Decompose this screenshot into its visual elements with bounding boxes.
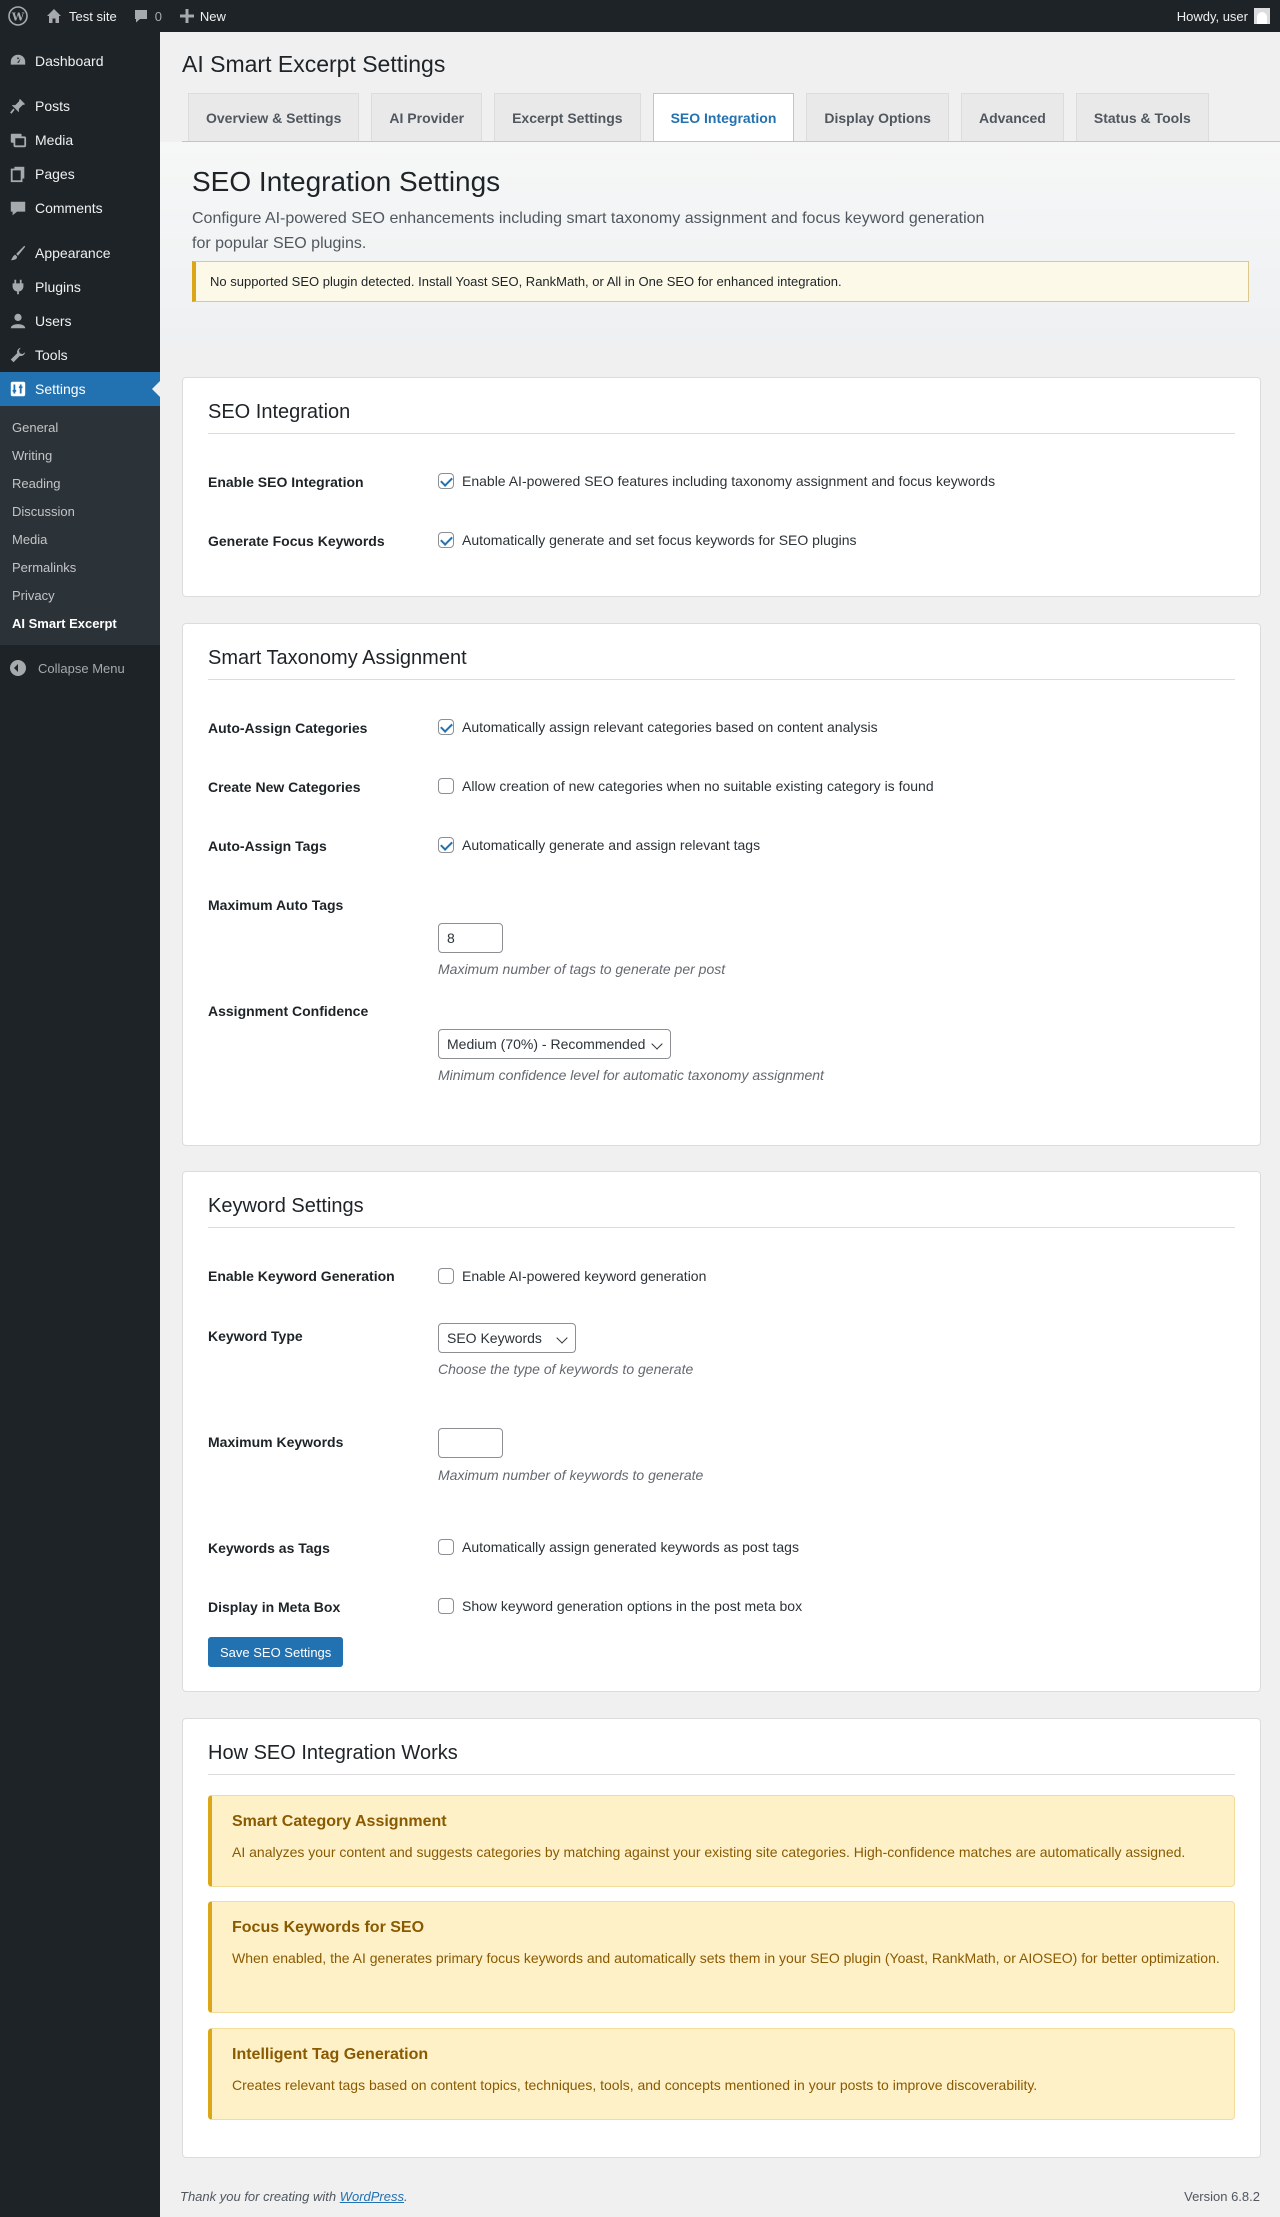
user-icon <box>8 311 28 331</box>
keywords-as-tags-checkbox[interactable] <box>438 1539 454 1555</box>
chevron-down-icon <box>651 1038 662 1049</box>
page-title: AI Smart Excerpt Settings <box>182 51 446 77</box>
settings-tabs <box>188 93 1221 142</box>
avatar <box>1254 8 1270 24</box>
sidebar-item-settings[interactable]: Settings <box>0 372 160 406</box>
enable-keywords-checkbox[interactable] <box>438 1268 454 1284</box>
tab-seo-integration[interactable]: SEO Integration <box>653 93 795 142</box>
smart-taxonomy-card <box>182 623 1261 1146</box>
info-box-title: Intelligent Tag Generation <box>232 2046 429 2063</box>
home-icon <box>46 8 62 24</box>
seo-plugin-notice <box>192 261 1249 302</box>
new-content-link[interactable] <box>170 0 234 32</box>
focus-keywords-checkbox[interactable] <box>438 532 454 548</box>
wordpress-link[interactable]: WordPress <box>339 2189 404 2204</box>
dashboard-icon <box>8 51 28 71</box>
sidebar-item-tools[interactable]: Tools <box>0 338 160 372</box>
plus-icon <box>180 9 194 23</box>
sidebar-item-pages[interactable]: Pages <box>0 157 160 191</box>
card-title: SEO Integration <box>208 401 351 423</box>
pin-icon <box>8 96 28 116</box>
comment-icon <box>133 8 149 24</box>
meta-box-label: Display in Meta Box <box>208 1599 341 1615</box>
site-name-link[interactable] <box>36 0 125 32</box>
section-description: Configure AI-powered SEO enhancements including smart taxonomy assignment and focus keyword generation for popular SEO plugins. <box>192 210 985 252</box>
keyword-type-select[interactable]: SEO Keywords <box>438 1323 576 1353</box>
max-keywords-description: Maximum number of keywords to generate <box>438 1467 704 1483</box>
new-categories-label: Create New Categories <box>208 779 361 795</box>
wrench-icon <box>8 345 28 365</box>
enable-keywords-option[interactable]: Enable AI-powered keyword generation <box>438 1268 706 1284</box>
sidebar-item-plugins[interactable]: Plugins <box>0 270 160 304</box>
auto-tags-checkbox[interactable] <box>438 837 454 853</box>
auto-categories-checkbox[interactable] <box>438 719 454 735</box>
collapse-icon <box>10 660 26 676</box>
focus-keywords-label: Generate Focus Keywords <box>208 533 385 549</box>
wordpress-logo-icon[interactable] <box>0 0 36 32</box>
keyword-type-label: Keyword Type <box>208 1328 303 1344</box>
submenu-item-permalinks[interactable]: Permalinks <box>12 559 77 575</box>
settings-submenu <box>0 406 160 645</box>
comment-icon <box>8 198 28 218</box>
sidebar-item-media[interactable]: Media <box>0 123 160 157</box>
tab-excerpt-settings[interactable]: Excerpt Settings <box>494 93 640 141</box>
max-keywords-input[interactable] <box>438 1428 503 1458</box>
info-box-focus-keywords <box>208 1901 1235 2013</box>
comments-link[interactable] <box>125 0 170 32</box>
tab-ai-provider[interactable]: AI Provider <box>371 93 482 141</box>
max-tags-description: Maximum number of tags to generate per post <box>438 961 726 977</box>
auto-tags-label: Auto-Assign Tags <box>208 838 327 854</box>
keywords-as-tags-option[interactable]: Automatically assign generated keywords as post tags <box>438 1539 799 1555</box>
admin-sidebar <box>0 32 160 2217</box>
admin-bar <box>0 0 1280 32</box>
tab-status-tools[interactable]: Status & Tools <box>1076 93 1209 141</box>
max-keywords-label: Maximum Keywords <box>208 1434 344 1450</box>
confidence-select[interactable]: Medium (70%) - Recommended <box>438 1029 671 1059</box>
info-box-title: Smart Category Assignment <box>232 1813 447 1830</box>
howdy-text: Howdy, user <box>1176 8 1248 24</box>
tab-overview-settings[interactable]: Overview & Settings <box>188 93 359 141</box>
submenu-item-ai-smart-excerpt[interactable]: AI Smart Excerpt <box>12 615 117 631</box>
save-seo-settings-button[interactable]: Save SEO Settings <box>208 1637 343 1667</box>
brush-icon <box>8 243 28 263</box>
enable-keywords-label: Enable Keyword Generation <box>208 1268 395 1284</box>
sidebar-item-posts[interactable]: Posts <box>0 89 160 123</box>
card-title: Smart Taxonomy Assignment <box>208 647 467 669</box>
media-icon <box>8 130 28 150</box>
my-account-link[interactable] <box>1169 0 1280 32</box>
new-categories-option[interactable]: Allow creation of new categories when no suitable existing category is found <box>438 778 934 794</box>
sidebar-item-users[interactable]: Users <box>0 304 160 338</box>
how-it-works-card <box>182 1718 1261 2158</box>
meta-box-checkbox[interactable] <box>438 1598 454 1614</box>
info-box-text: AI analyzes your content and suggests categories by matching against your existing site categories. High-confidence matches are automatically assigned. <box>232 1844 1186 1860</box>
section-title: SEO Integration Settings <box>192 166 501 197</box>
auto-categories-label: Auto-Assign Categories <box>208 720 368 736</box>
info-box-category <box>208 1795 1235 1887</box>
plug-icon <box>8 277 28 297</box>
seo-header-panel <box>160 142 1280 347</box>
keyword-type-description: Choose the type of keywords to generate <box>438 1361 694 1377</box>
collapse-menu-button[interactable]: Collapse Menu <box>0 651 160 685</box>
sidebar-item-appearance[interactable]: Appearance <box>0 236 160 270</box>
submenu-item-media[interactable]: Media <box>12 531 48 547</box>
comments-count: 0 <box>154 8 162 24</box>
tab-display-options[interactable]: Display Options <box>806 93 949 141</box>
keywords-as-tags-label: Keywords as Tags <box>208 1540 330 1556</box>
svg-text:W: W <box>11 10 25 24</box>
footer-version: Version 6.8.2 <box>1184 2189 1260 2204</box>
new-categories-checkbox[interactable] <box>438 778 454 794</box>
sidebar-item-dashboard[interactable]: Dashboard <box>0 44 160 78</box>
focus-keywords-option[interactable]: Automatically generate and set focus keywords for SEO plugins <box>438 532 857 548</box>
info-box-text: Creates relevant tags based on content topics, techniques, tools, and concepts mentioned in your posts to improve discoverability. <box>232 2077 1038 2093</box>
tab-advanced[interactable]: Advanced <box>961 93 1064 141</box>
submenu-item-privacy[interactable]: Privacy <box>12 587 55 603</box>
enable-seo-label: Enable SEO Integration <box>208 474 364 490</box>
footer-thanks: Thank you for creating with WordPress. <box>180 2189 408 2204</box>
card-title: How SEO Integration Works <box>208 1742 458 1764</box>
pages-icon <box>8 164 28 184</box>
info-box-tags <box>208 2028 1235 2120</box>
settings-icon <box>8 379 28 399</box>
sidebar-item-comments[interactable]: Comments <box>0 191 160 225</box>
submenu-item-general[interactable]: General <box>12 419 59 435</box>
submenu-item-reading[interactable]: Reading <box>12 475 61 491</box>
keyword-settings-card <box>182 1171 1261 1692</box>
notice-text: No supported SEO plugin detected. Install Yoast SEO, RankMath, or All in One SEO for enhanced integration. <box>210 274 842 289</box>
card-title: Keyword Settings <box>208 1195 364 1217</box>
enable-seo-checkbox[interactable] <box>438 473 454 489</box>
max-tags-input[interactable]: 8 <box>438 923 503 953</box>
confidence-label: Assignment Confidence <box>208 1003 369 1019</box>
info-box-title: Focus Keywords for SEO <box>232 1919 425 1936</box>
max-tags-label: Maximum Auto Tags <box>208 897 344 913</box>
auto-tags-option[interactable]: Automatically generate and assign relevant tags <box>438 837 760 853</box>
seo-integration-card <box>182 377 1261 597</box>
submenu-item-writing[interactable]: Writing <box>12 447 53 463</box>
auto-categories-option[interactable]: Automatically assign relevant categories based on content analysis <box>438 719 878 735</box>
info-box-text: When enabled, the AI generates primary focus keywords and automatically sets them in your SEO plugin (Yoast, RankMath, or AIOSEO) for better optimization. <box>232 1950 1220 1966</box>
meta-box-option[interactable]: Show keyword generation options in the post meta box <box>438 1598 802 1614</box>
site-name: Test site <box>69 8 117 24</box>
enable-seo-option[interactable]: Enable AI-powered SEO features including taxonomy assignment and focus keywords <box>438 473 995 489</box>
confidence-description: Minimum confidence level for automatic taxonomy assignment <box>438 1067 824 1083</box>
submenu-item-discussion[interactable]: Discussion <box>12 503 75 519</box>
new-label: New <box>199 8 226 24</box>
chevron-down-icon <box>556 1332 567 1343</box>
